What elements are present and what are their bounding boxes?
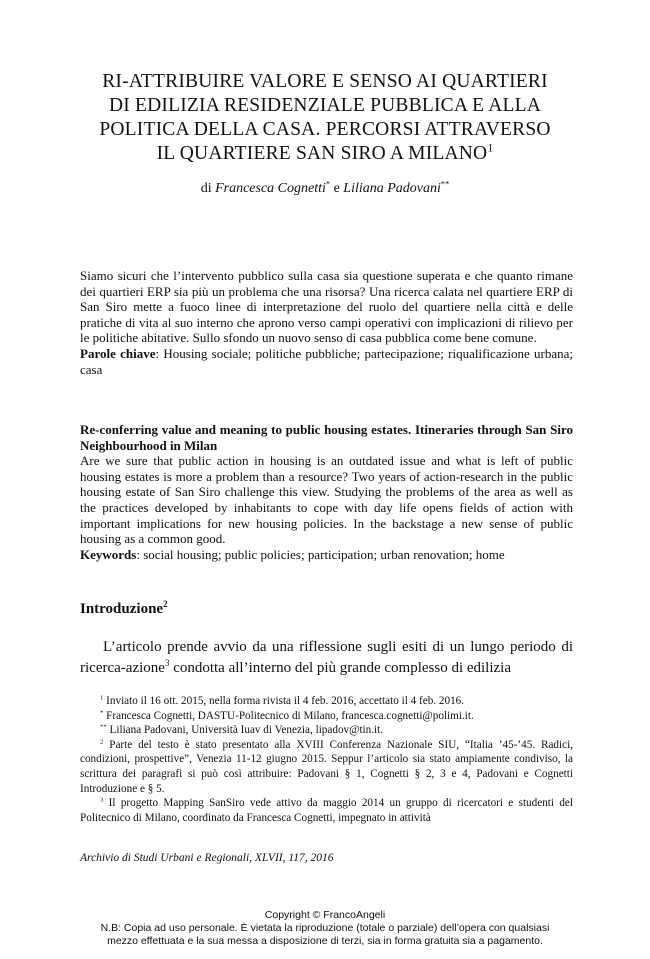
abstract-text: Are we sure that public action in housing is an outdated issue and what is left of public housing estates is more a problem than a resource? Two years of action-research in the public housing estate of San Siro challenge this view. Studying the problems of the area as well as the practices developed by inhabitants to cope with day life opens fields of action with important implications for new housing policies. In the backstage a new sense of public housing as a common good. bbox=[80, 453, 573, 547]
title-line: DI EDILIZIA RESIDENZIALE PUBBLICA E ALLA bbox=[108, 95, 542, 116]
footnotes bbox=[80, 694, 573, 825]
footnote bbox=[80, 709, 573, 724]
footnote-text: Il progetto Mapping SanSiro vede attivo da maggio 2014 un gruppo di ricercatori e studenti del Politecnico di Milano, coordinato da Francesca Cognetti, impegnato in attività bbox=[80, 797, 573, 824]
keywords-line bbox=[80, 547, 573, 563]
heading-footnote-mark: 2 bbox=[163, 599, 168, 609]
authors-conjunction: e bbox=[333, 181, 340, 196]
keywords-label: Keywords bbox=[80, 546, 137, 562]
keywords-text: : social housing; public policies; participation; urban renovation; home bbox=[136, 546, 505, 562]
author-mark: ** bbox=[440, 179, 450, 189]
footnote bbox=[80, 738, 573, 796]
keywords-label: Parole chiave bbox=[80, 345, 156, 361]
footnote-mark: 1 bbox=[100, 694, 104, 702]
author-mark: * bbox=[325, 179, 331, 189]
footnote bbox=[80, 723, 573, 738]
footnote-mark: * bbox=[100, 708, 104, 716]
keywords-line bbox=[80, 346, 573, 377]
copyright-line: Copyright © FrancoAngeli bbox=[264, 909, 386, 921]
footnote-mark: 2 bbox=[100, 738, 104, 746]
intro-paragraph bbox=[80, 637, 573, 679]
footnote bbox=[80, 796, 573, 825]
footnote-text: Inviato il 16 ott. 2015, nella forma rivista il 4 feb. 2016, accettato il 4 feb. 2016. bbox=[103, 695, 465, 707]
section-heading-text: Introduzione bbox=[80, 601, 164, 617]
footnote-mark: ** bbox=[100, 723, 107, 731]
article-title bbox=[70, 70, 580, 166]
authors-prefix: di bbox=[200, 181, 212, 196]
footnote bbox=[80, 694, 573, 709]
footnote-mark: 3 bbox=[100, 796, 104, 804]
abstract-italian bbox=[80, 268, 573, 377]
title-line bbox=[70, 142, 580, 166]
title-line-text: IL QUARTIERE SAN SIRO A MILANO bbox=[156, 143, 488, 164]
footnote-text: Parte del testo è stato presentato alla XVIII Conferenza Nazionale SIU, “Italia ’45-’45. Radici, condizioni, prospettive”, Venezia 11-12 giugno 2015. Seppur l’articolo sia stato ampiamente condiviso, la scrittura dei paragrafi si può così attribuire: Padovani § 1, Cognetti § 2, 3 e 4, Padovani e Cognetti Introduzione e § 5. bbox=[80, 738, 573, 795]
footnote-text: Liliana Padovani, Università Iuav di Venezia, lipadov@tin.it. bbox=[106, 724, 384, 737]
abstract-title: Re-conferring value and meaning to public housing estates. Itineraries through San Siro Neighbourhood in Milan bbox=[80, 422, 573, 453]
author-name: Liliana Padovani bbox=[343, 181, 441, 196]
copyright-line: N.B: Copia ad uso personale. È vietata la riproduzione (totale o parziale) dell’opera con qualsiasi bbox=[100, 922, 550, 934]
title-footnote-mark: 1 bbox=[487, 141, 494, 155]
copyright-line: mezzo effettuata e la sua messa a disposizione di terzi, sia in forma gratuita sia a pagamento. bbox=[107, 935, 543, 947]
body-text-start: L’articolo prende avvio da una riflessione sugli esiti di un lungo periodo di ricerca-azione bbox=[80, 639, 573, 676]
journal-citation: Archivio di Studi Urbani e Regionali, XLVII, 117, 2016 bbox=[80, 852, 334, 864]
abstract-text: Siamo sicuri che l’intervento pubblico sulla casa sia questione superata e che quanto rimane dei quartieri ERP sia più un problema che una risorsa? Una ricerca calata nel quartiere ERP di San Siro mette a fuoco linee di interpretazione del ruolo del quartiere nella città e delle pratiche di vita al suo interno che aprono verso campi operativi con implicazioni di rilievo per le politiche abitative. Sullo sfondo un nuovo senso di casa pubblica come bene comune. bbox=[80, 268, 573, 346]
title-line: RI-ATTRIBUIRE VALORE E SENSO AI QUARTIERI bbox=[102, 71, 548, 92]
body-footnote-mark: 3 bbox=[164, 658, 170, 668]
abstract-english bbox=[80, 422, 573, 562]
author-name: Francesca Cognetti bbox=[215, 181, 326, 196]
title-line: POLITICA DELLA CASA. PERCORSI ATTRAVERSO bbox=[99, 119, 551, 140]
keywords-text: : Housing sociale; politiche pubbliche; partecipazione; riqualificazione urbana; casa bbox=[80, 345, 573, 377]
body-text-end: condotta all’interno del più grande complesso di edilizia bbox=[169, 660, 512, 676]
footnote-text: Francesca Cognetti, DASTU-Politecnico di Milano, francesca.cognetti@polimi.it. bbox=[103, 709, 474, 722]
authors-line bbox=[0, 181, 650, 197]
section-heading bbox=[80, 601, 168, 618]
copyright-notice bbox=[0, 909, 650, 948]
body-text bbox=[80, 637, 573, 679]
